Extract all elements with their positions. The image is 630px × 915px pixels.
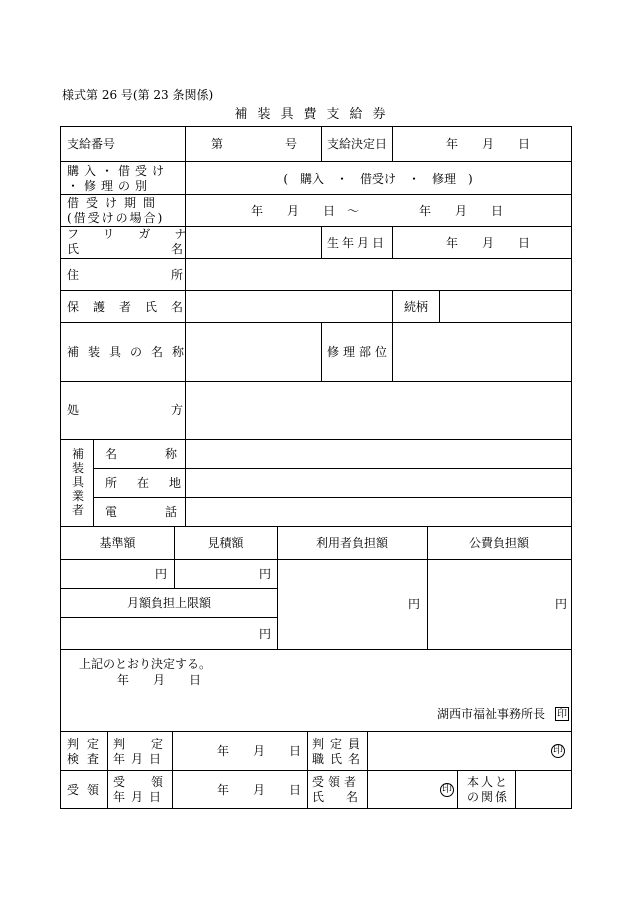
document-title: 補装具費支給券 bbox=[234, 107, 396, 122]
form-number: 様式第 26 号(第 23 条関係) bbox=[62, 88, 214, 102]
standard-amount-label: 基準額 bbox=[99, 536, 136, 550]
decision-date-label: 支給決定日 bbox=[327, 137, 388, 151]
device-name-label: 補装具の名称 bbox=[67, 345, 194, 359]
birth-year: 年 bbox=[446, 236, 459, 250]
decision-month: 月 bbox=[482, 137, 495, 151]
monthly-cap-label: 月額負担上限額 bbox=[126, 596, 211, 610]
estimate-yen: 円 bbox=[259, 567, 272, 581]
decision-day: 日 bbox=[518, 137, 531, 151]
decision-year: 年 bbox=[446, 137, 459, 151]
birth-month: 月 bbox=[482, 236, 495, 250]
receipt-date: 年 月 日 bbox=[217, 783, 302, 797]
period-label-2: (借受けの場合) bbox=[67, 211, 165, 225]
number-label: 支給番号 bbox=[67, 137, 116, 151]
inspection-label-1: 判定 bbox=[67, 737, 108, 751]
user-burden-label: 利用者負担額 bbox=[315, 536, 388, 550]
estimate-amount-label: 見積額 bbox=[207, 536, 244, 550]
number-suffix: 号 bbox=[285, 137, 298, 151]
judge-officer-label-1: 判定員 bbox=[312, 737, 367, 751]
public-burden-label: 公費負担額 bbox=[468, 536, 529, 550]
guardian-label: 保護者氏名 bbox=[67, 300, 198, 314]
receipt-date-label-2: 年月日 bbox=[113, 790, 168, 804]
type-label-2: ・修理の別 bbox=[67, 179, 153, 193]
decision-statement: 上記のとおり決定する。 bbox=[79, 657, 212, 671]
prescription-label: 処方 bbox=[67, 403, 276, 417]
judgment-date-label-1: 判定 bbox=[113, 737, 190, 751]
judgment-date-label-2: 年月日 bbox=[113, 752, 168, 766]
birth-day: 日 bbox=[518, 236, 531, 250]
receipt-date-label-1: 受領 bbox=[113, 775, 190, 789]
user-burden-yen: 円 bbox=[408, 597, 421, 611]
issuer-name: 湖西市福祉事務所長 bbox=[437, 707, 546, 721]
relation-to-self-2: の関係 bbox=[467, 790, 510, 804]
relation-to-self-1: 本人と bbox=[467, 775, 510, 789]
receipt-label: 受領 bbox=[67, 783, 108, 797]
period-label-1: 借受け期間 bbox=[67, 196, 163, 210]
repair-part-label: 修理部位 bbox=[327, 345, 392, 359]
standard-yen: 円 bbox=[155, 567, 168, 581]
number-prefix: 第 bbox=[211, 137, 224, 151]
receiver-seal: 印 bbox=[442, 784, 452, 795]
vendor-phone-label: 電話 bbox=[105, 505, 226, 519]
birth-date-label: 生年月日 bbox=[327, 236, 388, 250]
public-burden-yen: 円 bbox=[555, 597, 568, 611]
judgment-date: 年 月 日 bbox=[217, 744, 302, 758]
name-label: 氏名 bbox=[67, 242, 276, 256]
voucher-table bbox=[60, 126, 572, 809]
type-label-1: 購入・借受け bbox=[67, 164, 170, 178]
address-label: 住所 bbox=[67, 268, 276, 282]
vendor-location-label: 所在地 bbox=[105, 476, 202, 490]
judge-officer-label-2: 職氏名 bbox=[312, 752, 367, 766]
relation-label: 続柄 bbox=[404, 300, 429, 314]
monthly-cap-yen: 円 bbox=[259, 627, 272, 641]
period-dates: 年 月 日 〜 年 月 日 bbox=[251, 204, 504, 218]
inspection-label-2: 検査 bbox=[67, 752, 108, 766]
type-options: ( 購入 ・ 借受け ・ 修理 ) bbox=[283, 172, 473, 186]
decision-issue-date: 年 月 日 bbox=[117, 673, 202, 687]
receiver-label-2: 氏名 bbox=[312, 790, 381, 804]
vendor-name-label: 名称 bbox=[105, 447, 226, 461]
furigana-label: フリガナ bbox=[67, 227, 211, 241]
vendor-group-label: 補装具業者 bbox=[71, 447, 84, 517]
issuer-seal: 印 bbox=[557, 709, 567, 720]
receiver-label-1: 受領者 bbox=[312, 775, 361, 789]
judge-seal: 印 bbox=[553, 745, 563, 756]
